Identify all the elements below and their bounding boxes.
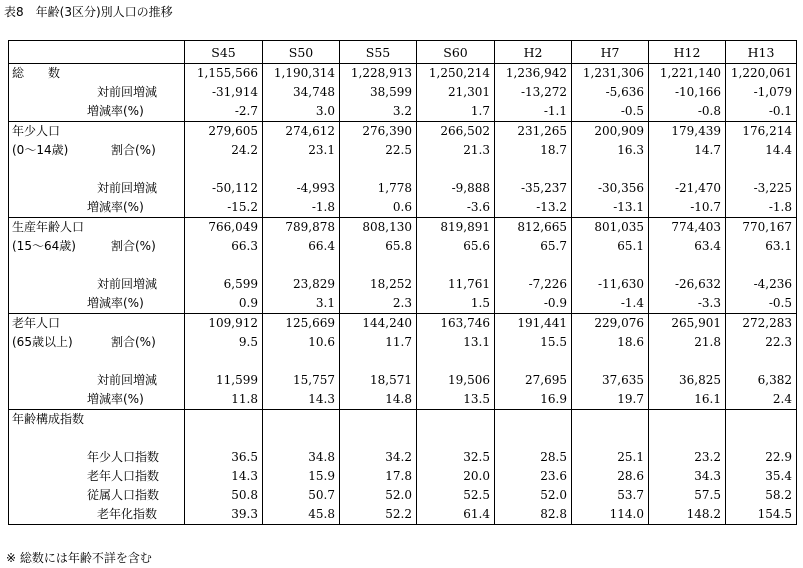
value-cell: -2.7: [185, 102, 263, 122]
row-label-cell: [9, 141, 185, 160]
value-cell: 15,757: [263, 371, 340, 390]
value-cell: 25.1: [572, 448, 649, 467]
value-cell: 63.1: [726, 237, 797, 256]
row-label-cell: [9, 198, 185, 218]
table-row: [9, 237, 797, 256]
value-cell: 14.3: [263, 390, 340, 410]
value-cell: [495, 256, 572, 275]
value-cell: 65.1: [572, 237, 649, 256]
value-cell: -31,914: [185, 83, 263, 102]
footnote: ※ 総数には年齢不詳を含む: [6, 551, 152, 565]
value-cell: [572, 410, 649, 430]
value-cell: 6,382: [726, 371, 797, 390]
value-cell: 801,035: [572, 218, 649, 238]
value-cell: -50,112: [185, 179, 263, 198]
value-cell: [417, 429, 495, 448]
value-cell: 11,761: [417, 275, 495, 294]
value-cell: 18,252: [340, 275, 417, 294]
value-cell: [726, 160, 797, 179]
value-cell: -1,079: [726, 83, 797, 102]
column-header: H12: [649, 41, 726, 64]
table-title: 表8 年齢(3区分)別人口の推移: [4, 5, 173, 19]
value-cell: 36.5: [185, 448, 263, 467]
value-cell: 1.5: [417, 294, 495, 314]
value-cell: 15.5: [495, 333, 572, 352]
value-cell: -1.8: [263, 198, 340, 218]
value-cell: 13.1: [417, 333, 495, 352]
row-label-cell: [9, 64, 185, 84]
row-label: 対前回増減: [97, 85, 158, 99]
row-label: 増減率(%): [87, 200, 144, 214]
value-cell: [417, 256, 495, 275]
value-cell: 18,571: [340, 371, 417, 390]
value-cell: 109,912: [185, 314, 263, 334]
table-row: [9, 160, 797, 179]
row-label: 対前回増減: [97, 373, 158, 387]
table-row: [9, 141, 797, 160]
row-label: 年少人口指数: [87, 450, 160, 464]
row-label-cell: [9, 429, 185, 448]
value-cell: -3,225: [726, 179, 797, 198]
value-cell: 15.9: [263, 467, 340, 486]
value-cell: 148.2: [649, 505, 726, 525]
value-cell: -1.8: [726, 198, 797, 218]
value-cell: 13.5: [417, 390, 495, 410]
value-cell: 52.0: [340, 486, 417, 505]
value-cell: [340, 160, 417, 179]
value-cell: [185, 256, 263, 275]
value-cell: -0.5: [572, 102, 649, 122]
value-cell: 276,390: [340, 122, 417, 142]
value-cell: -10.7: [649, 198, 726, 218]
value-cell: [263, 160, 340, 179]
value-cell: [340, 410, 417, 430]
value-cell: [649, 429, 726, 448]
value-cell: 1,190,314: [263, 64, 340, 84]
row-label-cell: [9, 314, 185, 334]
value-cell: 274,612: [263, 122, 340, 142]
value-cell: 6,599: [185, 275, 263, 294]
value-cell: -1.4: [572, 294, 649, 314]
value-cell: -30,356: [572, 179, 649, 198]
value-cell: 11.7: [340, 333, 417, 352]
row-label: 増減率(%): [87, 296, 144, 310]
value-cell: [417, 160, 495, 179]
row-label: 割合(%): [111, 143, 156, 157]
table-row: [9, 256, 797, 275]
value-cell: 34.3: [649, 467, 726, 486]
value-cell: 1,228,913: [340, 64, 417, 84]
value-cell: [185, 429, 263, 448]
value-cell: -1.1: [495, 102, 572, 122]
value-cell: -13,272: [495, 83, 572, 102]
value-cell: 23.6: [495, 467, 572, 486]
value-cell: 16.9: [495, 390, 572, 410]
population-table: [8, 40, 797, 525]
value-cell: -21,470: [649, 179, 726, 198]
value-cell: -0.1: [726, 102, 797, 122]
value-cell: -0.5: [726, 294, 797, 314]
value-cell: 63.4: [649, 237, 726, 256]
value-cell: 18.7: [495, 141, 572, 160]
header-row: [9, 41, 797, 64]
value-cell: [726, 410, 797, 430]
column-header: S55: [340, 41, 417, 64]
value-cell: 1,250,214: [417, 64, 495, 84]
value-cell: 65.8: [340, 237, 417, 256]
value-cell: -26,632: [649, 275, 726, 294]
value-cell: 125,669: [263, 314, 340, 334]
table-row: [9, 64, 797, 84]
value-cell: -7,226: [495, 275, 572, 294]
value-cell: [726, 429, 797, 448]
value-cell: 22.9: [726, 448, 797, 467]
value-cell: 65.6: [417, 237, 495, 256]
header-label-cell: [9, 41, 185, 64]
value-cell: 23.1: [263, 141, 340, 160]
value-cell: 52.5: [417, 486, 495, 505]
value-cell: 18.6: [572, 333, 649, 352]
table-row: [9, 390, 797, 410]
row-label: 老年化指数: [97, 507, 158, 521]
value-cell: 21.8: [649, 333, 726, 352]
value-cell: -9,888: [417, 179, 495, 198]
value-cell: 163,746: [417, 314, 495, 334]
column-header: H7: [572, 41, 649, 64]
value-cell: [495, 410, 572, 430]
value-cell: 266,502: [417, 122, 495, 142]
value-cell: -5,636: [572, 83, 649, 102]
value-cell: 52.0: [495, 486, 572, 505]
value-cell: [263, 410, 340, 430]
table-row: [9, 275, 797, 294]
value-cell: 28.5: [495, 448, 572, 467]
table-row: [9, 486, 797, 505]
value-cell: 265,901: [649, 314, 726, 334]
value-cell: [263, 256, 340, 275]
row-label-cell: [9, 122, 185, 142]
value-cell: 57.5: [649, 486, 726, 505]
row-label-cell: [9, 179, 185, 198]
value-cell: [649, 410, 726, 430]
value-cell: [726, 352, 797, 371]
value-cell: -0.9: [495, 294, 572, 314]
value-cell: 808,130: [340, 218, 417, 238]
value-cell: 1,778: [340, 179, 417, 198]
value-cell: -3.6: [417, 198, 495, 218]
row-label-cell: [9, 218, 185, 238]
table-row: [9, 83, 797, 102]
value-cell: 34.8: [263, 448, 340, 467]
value-cell: [340, 256, 417, 275]
value-cell: -11,630: [572, 275, 649, 294]
value-cell: 66.4: [263, 237, 340, 256]
value-cell: 27,695: [495, 371, 572, 390]
value-cell: 279,605: [185, 122, 263, 142]
value-cell: 21,301: [417, 83, 495, 102]
value-cell: 3.1: [263, 294, 340, 314]
value-cell: 200,909: [572, 122, 649, 142]
value-cell: 14.3: [185, 467, 263, 486]
value-cell: [572, 352, 649, 371]
value-cell: 16.1: [649, 390, 726, 410]
value-cell: 154.5: [726, 505, 797, 525]
row-label-cell: [9, 237, 185, 256]
value-cell: 38,599: [340, 83, 417, 102]
column-header: S45: [185, 41, 263, 64]
value-cell: 32.5: [417, 448, 495, 467]
column-header: H13: [726, 41, 797, 64]
table-row: [9, 467, 797, 486]
value-cell: 2.3: [340, 294, 417, 314]
value-cell: 11,599: [185, 371, 263, 390]
value-cell: 45.8: [263, 505, 340, 525]
value-cell: 1,221,140: [649, 64, 726, 84]
value-cell: 36,825: [649, 371, 726, 390]
value-cell: [495, 429, 572, 448]
row-label-cell: [9, 160, 185, 179]
table-row: [9, 410, 797, 430]
row-label: 老年人口指数: [87, 469, 160, 483]
table-row: [9, 505, 797, 525]
value-cell: 229,076: [572, 314, 649, 334]
value-cell: 774,403: [649, 218, 726, 238]
value-cell: 20.0: [417, 467, 495, 486]
table-row: [9, 448, 797, 467]
value-cell: 22.5: [340, 141, 417, 160]
value-cell: [340, 352, 417, 371]
row-label: 対前回増減: [97, 181, 158, 195]
value-cell: 114.0: [572, 505, 649, 525]
table-row: [9, 198, 797, 218]
row-label-cell: [9, 410, 185, 430]
group-subtitle: (65歳以上): [12, 335, 73, 349]
value-cell: -13.2: [495, 198, 572, 218]
value-cell: 1,155,566: [185, 64, 263, 84]
value-cell: 14.7: [649, 141, 726, 160]
value-cell: 3.0: [263, 102, 340, 122]
row-label: 割合(%): [111, 335, 156, 349]
value-cell: 2.4: [726, 390, 797, 410]
value-cell: [649, 160, 726, 179]
group-subtitle: (0～14歳): [12, 143, 69, 157]
row-label: 増減率(%): [87, 104, 144, 118]
value-cell: 0.9: [185, 294, 263, 314]
value-cell: 17.8: [340, 467, 417, 486]
value-cell: 50.8: [185, 486, 263, 505]
value-cell: [649, 256, 726, 275]
value-cell: 34,748: [263, 83, 340, 102]
value-cell: 770,167: [726, 218, 797, 238]
value-cell: [185, 160, 263, 179]
value-cell: 14.4: [726, 141, 797, 160]
value-cell: 14.8: [340, 390, 417, 410]
table-row: [9, 294, 797, 314]
table-row: [9, 122, 797, 142]
value-cell: [495, 160, 572, 179]
row-label-cell: [9, 256, 185, 275]
value-cell: 176,214: [726, 122, 797, 142]
value-cell: 61.4: [417, 505, 495, 525]
row-label-cell: [9, 390, 185, 410]
row-label-cell: [9, 371, 185, 390]
value-cell: 19.7: [572, 390, 649, 410]
value-cell: 766,049: [185, 218, 263, 238]
value-cell: -15.2: [185, 198, 263, 218]
value-cell: 35.4: [726, 467, 797, 486]
row-label-cell: [9, 102, 185, 122]
group-name: 生産年齢人口: [12, 220, 85, 234]
row-label-cell: [9, 448, 185, 467]
value-cell: -4,993: [263, 179, 340, 198]
value-cell: 1,231,306: [572, 64, 649, 84]
value-cell: 231,265: [495, 122, 572, 142]
value-cell: 24.2: [185, 141, 263, 160]
row-label-cell: [9, 505, 185, 525]
value-cell: 144,240: [340, 314, 417, 334]
value-cell: -35,237: [495, 179, 572, 198]
table-row: [9, 429, 797, 448]
value-cell: 65.7: [495, 237, 572, 256]
value-cell: 1,236,942: [495, 64, 572, 84]
value-cell: 191,441: [495, 314, 572, 334]
value-cell: [572, 160, 649, 179]
value-cell: [417, 352, 495, 371]
value-cell: 789,878: [263, 218, 340, 238]
row-label: 増減率(%): [87, 392, 144, 406]
value-cell: 37,635: [572, 371, 649, 390]
value-cell: [726, 256, 797, 275]
row-label: 対前回増減: [97, 277, 158, 291]
value-cell: [572, 256, 649, 275]
value-cell: 34.2: [340, 448, 417, 467]
value-cell: 28.6: [572, 467, 649, 486]
value-cell: 21.3: [417, 141, 495, 160]
value-cell: 16.3: [572, 141, 649, 160]
row-label-cell: [9, 275, 185, 294]
value-cell: 812,665: [495, 218, 572, 238]
value-cell: 179,439: [649, 122, 726, 142]
value-cell: [185, 352, 263, 371]
value-cell: -13.1: [572, 198, 649, 218]
value-cell: [263, 352, 340, 371]
value-cell: 39.3: [185, 505, 263, 525]
value-cell: 11.8: [185, 390, 263, 410]
column-header: H2: [495, 41, 572, 64]
value-cell: [185, 410, 263, 430]
value-cell: [417, 410, 495, 430]
value-cell: -0.8: [649, 102, 726, 122]
value-cell: 23.2: [649, 448, 726, 467]
table-row: [9, 333, 797, 352]
value-cell: 23,829: [263, 275, 340, 294]
row-label: 従属人口指数: [87, 488, 160, 502]
value-cell: 82.8: [495, 505, 572, 525]
value-cell: 10.6: [263, 333, 340, 352]
row-label-cell: [9, 467, 185, 486]
value-cell: 9.5: [185, 333, 263, 352]
value-cell: 66.3: [185, 237, 263, 256]
value-cell: 52.2: [340, 505, 417, 525]
table-row: [9, 218, 797, 238]
table-row: [9, 352, 797, 371]
value-cell: [495, 352, 572, 371]
group-name: 年齢構成指数: [12, 412, 85, 426]
value-cell: [572, 429, 649, 448]
row-label-cell: [9, 486, 185, 505]
value-cell: 1,220,061: [726, 64, 797, 84]
row-label-cell: [9, 83, 185, 102]
group-subtitle: (15～64歳): [12, 239, 76, 253]
value-cell: 819,891: [417, 218, 495, 238]
row-label-cell: [9, 352, 185, 371]
row-label: 割合(%): [111, 239, 156, 253]
value-cell: 58.2: [726, 486, 797, 505]
row-label-cell: [9, 333, 185, 352]
value-cell: [263, 429, 340, 448]
value-cell: 0.6: [340, 198, 417, 218]
group-name: 年少人口: [12, 124, 61, 138]
value-cell: 19,506: [417, 371, 495, 390]
value-cell: 3.2: [340, 102, 417, 122]
value-cell: -3.3: [649, 294, 726, 314]
table-row: [9, 371, 797, 390]
value-cell: [340, 429, 417, 448]
row-label-cell: [9, 294, 185, 314]
value-cell: 1.7: [417, 102, 495, 122]
column-header: S50: [263, 41, 340, 64]
table-row: [9, 314, 797, 334]
group-name: 老年人口: [12, 316, 61, 330]
value-cell: 50.7: [263, 486, 340, 505]
value-cell: [649, 352, 726, 371]
table-row: [9, 179, 797, 198]
table-row: [9, 102, 797, 122]
value-cell: -10,166: [649, 83, 726, 102]
value-cell: 22.3: [726, 333, 797, 352]
value-cell: -4,236: [726, 275, 797, 294]
column-header: S60: [417, 41, 495, 64]
group-name: 総 数: [12, 66, 61, 80]
value-cell: 272,283: [726, 314, 797, 334]
value-cell: 53.7: [572, 486, 649, 505]
